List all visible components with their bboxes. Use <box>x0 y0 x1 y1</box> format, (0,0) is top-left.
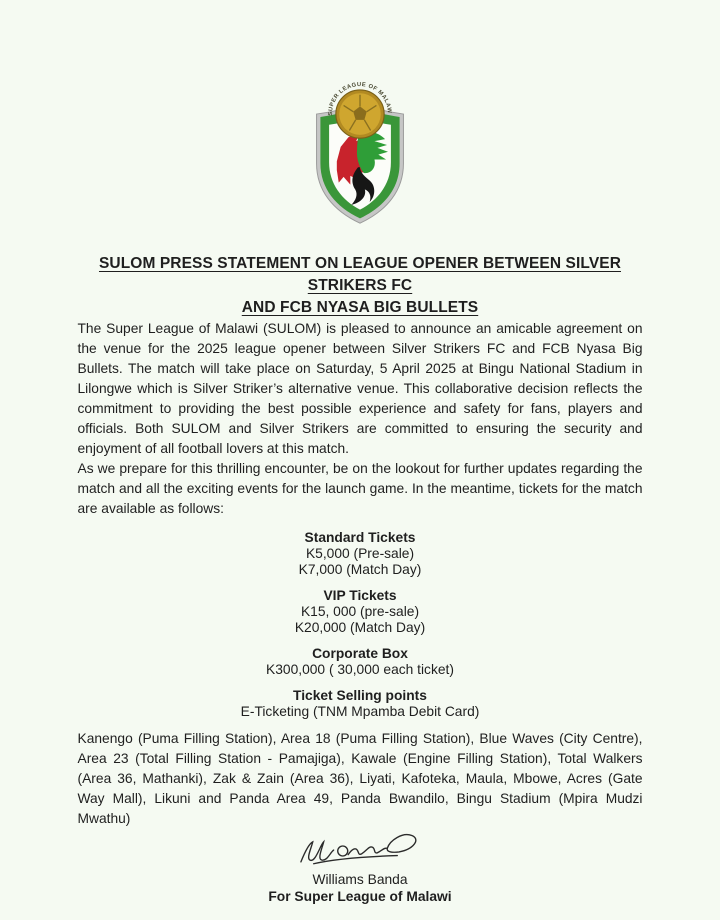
ticket-selling-method: E-Ticketing (TNM Mpamba Debit Card) <box>240 704 480 719</box>
ticket-heading: VIP Tickets <box>323 588 397 603</box>
ticket-group-corporate-box <box>78 645 643 678</box>
ticket-price: K20,000 (Match Day) <box>294 620 426 635</box>
ticket-price: K7,000 (Match Day) <box>298 562 422 577</box>
ticket-price: K300,000 ( 30,000 each ticket) <box>266 662 454 677</box>
logo-arc-text: SUPER LEAGUE OF MALAWI <box>301 82 393 116</box>
signature-block <box>78 831 643 906</box>
sulom-logo <box>301 82 418 229</box>
statement-title-line1: SULOM PRESS STATEMENT ON LEAGUE OPENER BETWEEN SILVER STRIKERS FC <box>98 255 621 294</box>
ticket-price: K15, 000 (pre-sale) <box>300 604 420 619</box>
ticket-heading: Standard Tickets <box>304 530 416 545</box>
ticket-group-vip <box>78 587 643 636</box>
ticket-heading: Ticket Selling points <box>293 688 427 703</box>
signatory-organization: For Super League of Malawi <box>268 889 452 904</box>
ticket-heading: Corporate Box <box>312 646 408 661</box>
sulom-crest-icon <box>301 82 418 229</box>
football-icon <box>336 90 384 138</box>
signatory-name: Williams Banda <box>312 872 408 887</box>
paragraph-venue-announcement: The Super League of Malawi (SULOM) is pleased to announce an amicable agreement on the venue for the 2025 league opener between Silver Strikers FC and FCB Nyasa Big Bullets. The match will take place on Saturday, 5 April 2025 at Bingu National Stadium in Lilongwe which is Silver Striker’s alternative venue. This collaborative decision reflects the commitment to providing the best possible experience and safety for fans, players and officials. Both SULOM and Silver Strikers are committed to ensuring the security and enjoyment of all football lovers at this match. <box>77 321 643 456</box>
signature-scribble-icon <box>285 831 435 871</box>
ticket-group-standard <box>78 529 643 578</box>
paragraph-updates: As we prepare for this thrilling encounter, be on the lookout for further updates regarding the match and all the exciting events for the launch game. In the meantime, tickets for the match are available as follows: <box>77 461 643 516</box>
statement-title-line2: AND FCB NYASA BIG BULLETS <box>241 299 479 316</box>
ticket-price: K5,000 (Pre-sale) <box>305 546 415 561</box>
statement-title <box>78 253 643 319</box>
ticket-pricing-section <box>78 529 643 720</box>
ticket-group-selling-points <box>78 687 643 720</box>
paragraph-selling-locations: Kanengo (Puma Filling Station), Area 18 (Puma Filling Station), Blue Waves (City Centre), Area 23 (Total Filling Station - Pamajiga), Kawale (Engine Filling Station), Total Walkers (Area 36, Mathanki), Zak & Zain (Area 36), Liyati, Kafoteka, Maula, Mbowe, Acres (Gate Way Mall), Likuni and Panda Area 49, Panda Bwandilo, Bingu Stadium (Mpira Mudzi Mwathu) <box>77 731 643 826</box>
